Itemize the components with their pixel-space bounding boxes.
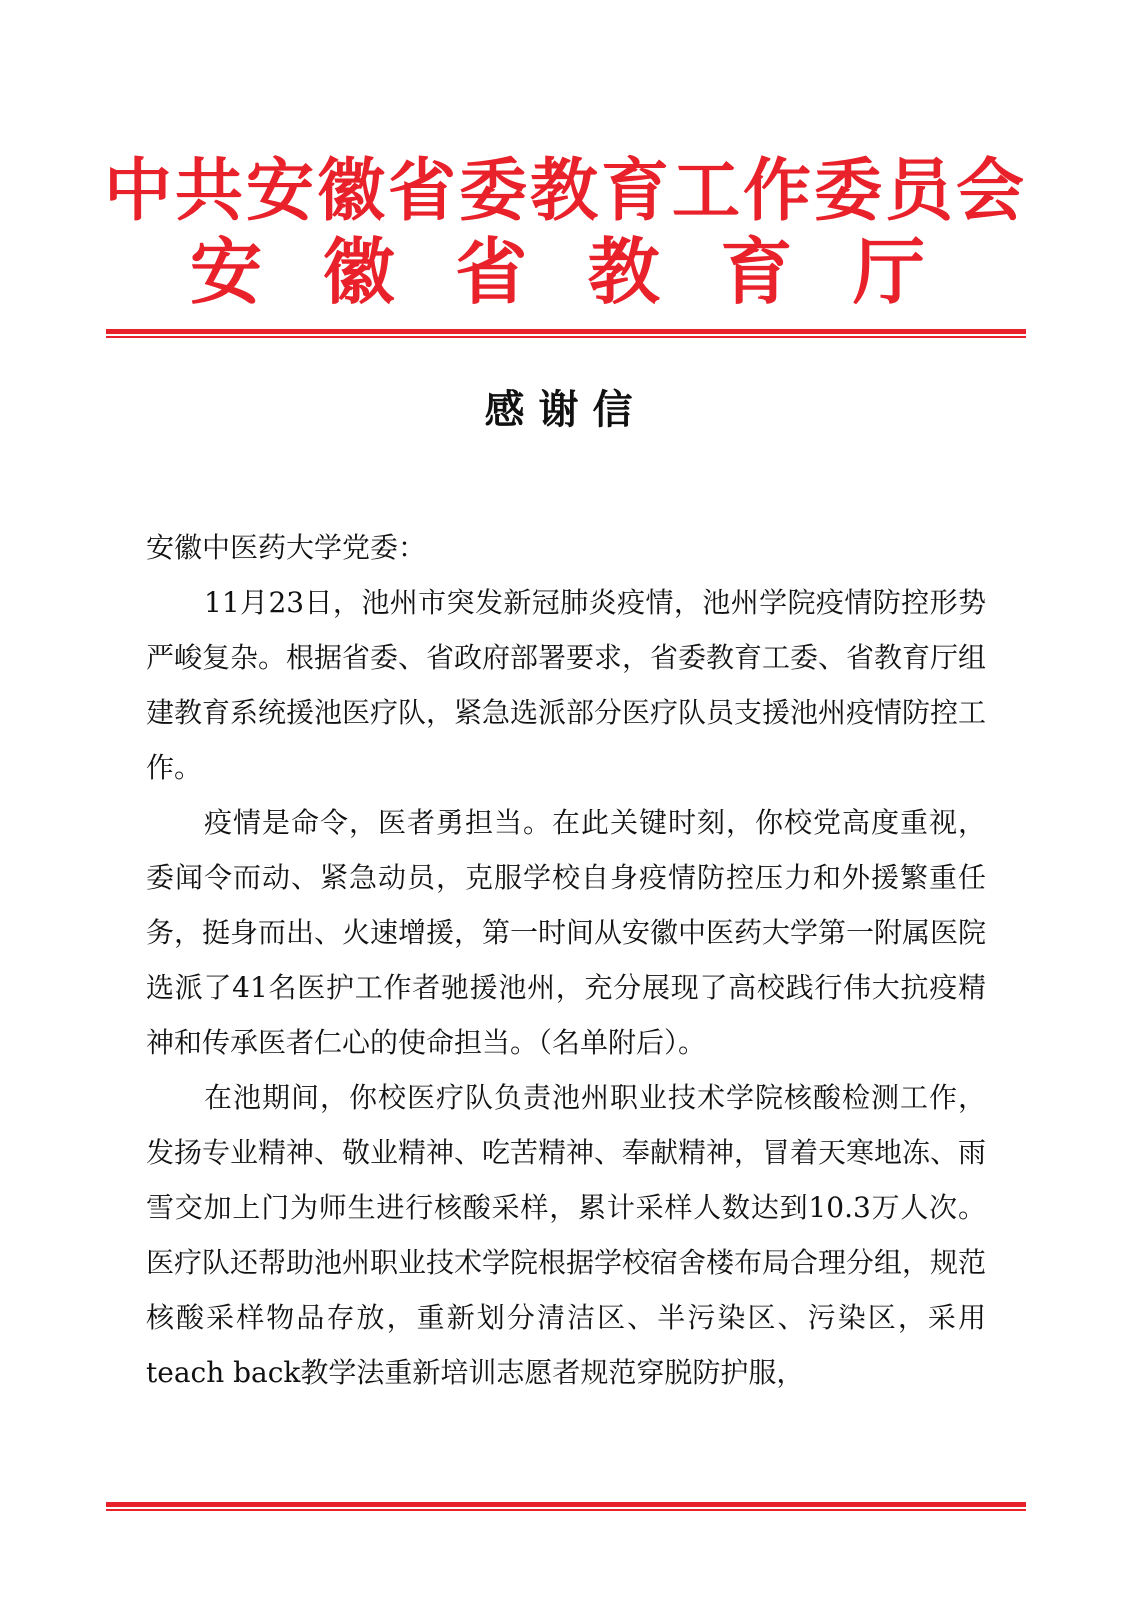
issuer-name-line1: 中共安徽省委教育工作委员会 [103, 152, 1027, 231]
issuer-name-char: 安 [190, 230, 263, 314]
issuer-name-char: 厅 [852, 230, 925, 314]
footer-divider [106, 1502, 1026, 1511]
document-title: 感谢信 [484, 387, 647, 433]
letter-body [146, 520, 986, 1400]
issuer-name-char: 教 [587, 230, 660, 314]
issuer-name-char: 育 [720, 230, 793, 314]
body-paragraph: 在池期间，你校医疗队负责池州职业技术学院核酸检测工作，发扬专业精神、敬业精神、吃苦精神、奉献精神，冒着天寒地冻、雨雪交加上门为师生进行核酸采样，累计采样人数达到10.3万人次。医疗队还帮助池州职业技术学院根据学校宿舍楼布局合理分组，规范核酸采样物品存放，重新划分清洁区、半污染区、污染区，采用teach back教学法重新培训志愿者规范穿脱防护服， [146, 1081, 987, 1389]
issuer-name-char: 省 [455, 230, 528, 314]
body-paragraph: 11月23日，池州市突发新冠肺炎疫情，池州学院疫情防控形势严峻复杂。根据省委、省政府部署要求，省委教育工委、省教育厅组建教育系统援池医疗队，紧急选派部分医疗队员支援池州疫情防控工作。 [146, 586, 987, 784]
issuer-name-line2 [190, 232, 925, 312]
salutation: 安徽中医药大学党委： [146, 531, 427, 564]
issuer-name-char: 徽 [322, 230, 395, 314]
body-paragraph: 疫情是命令，医者勇担当。在此关键时刻，你校党高度重视，委闻令而动、紧急动员，克服学校自身疫情防控压力和外援繁重任务，挺身而出、火速增援，第一时间从安徽中医药大学第一附属医院选派了41名医护工作者驰援池州，充分展现了高校践行伟大抗疫精神和传承医者仁心的使命担当。（名单附后）。 [146, 806, 987, 1059]
masthead-divider [106, 329, 1026, 338]
